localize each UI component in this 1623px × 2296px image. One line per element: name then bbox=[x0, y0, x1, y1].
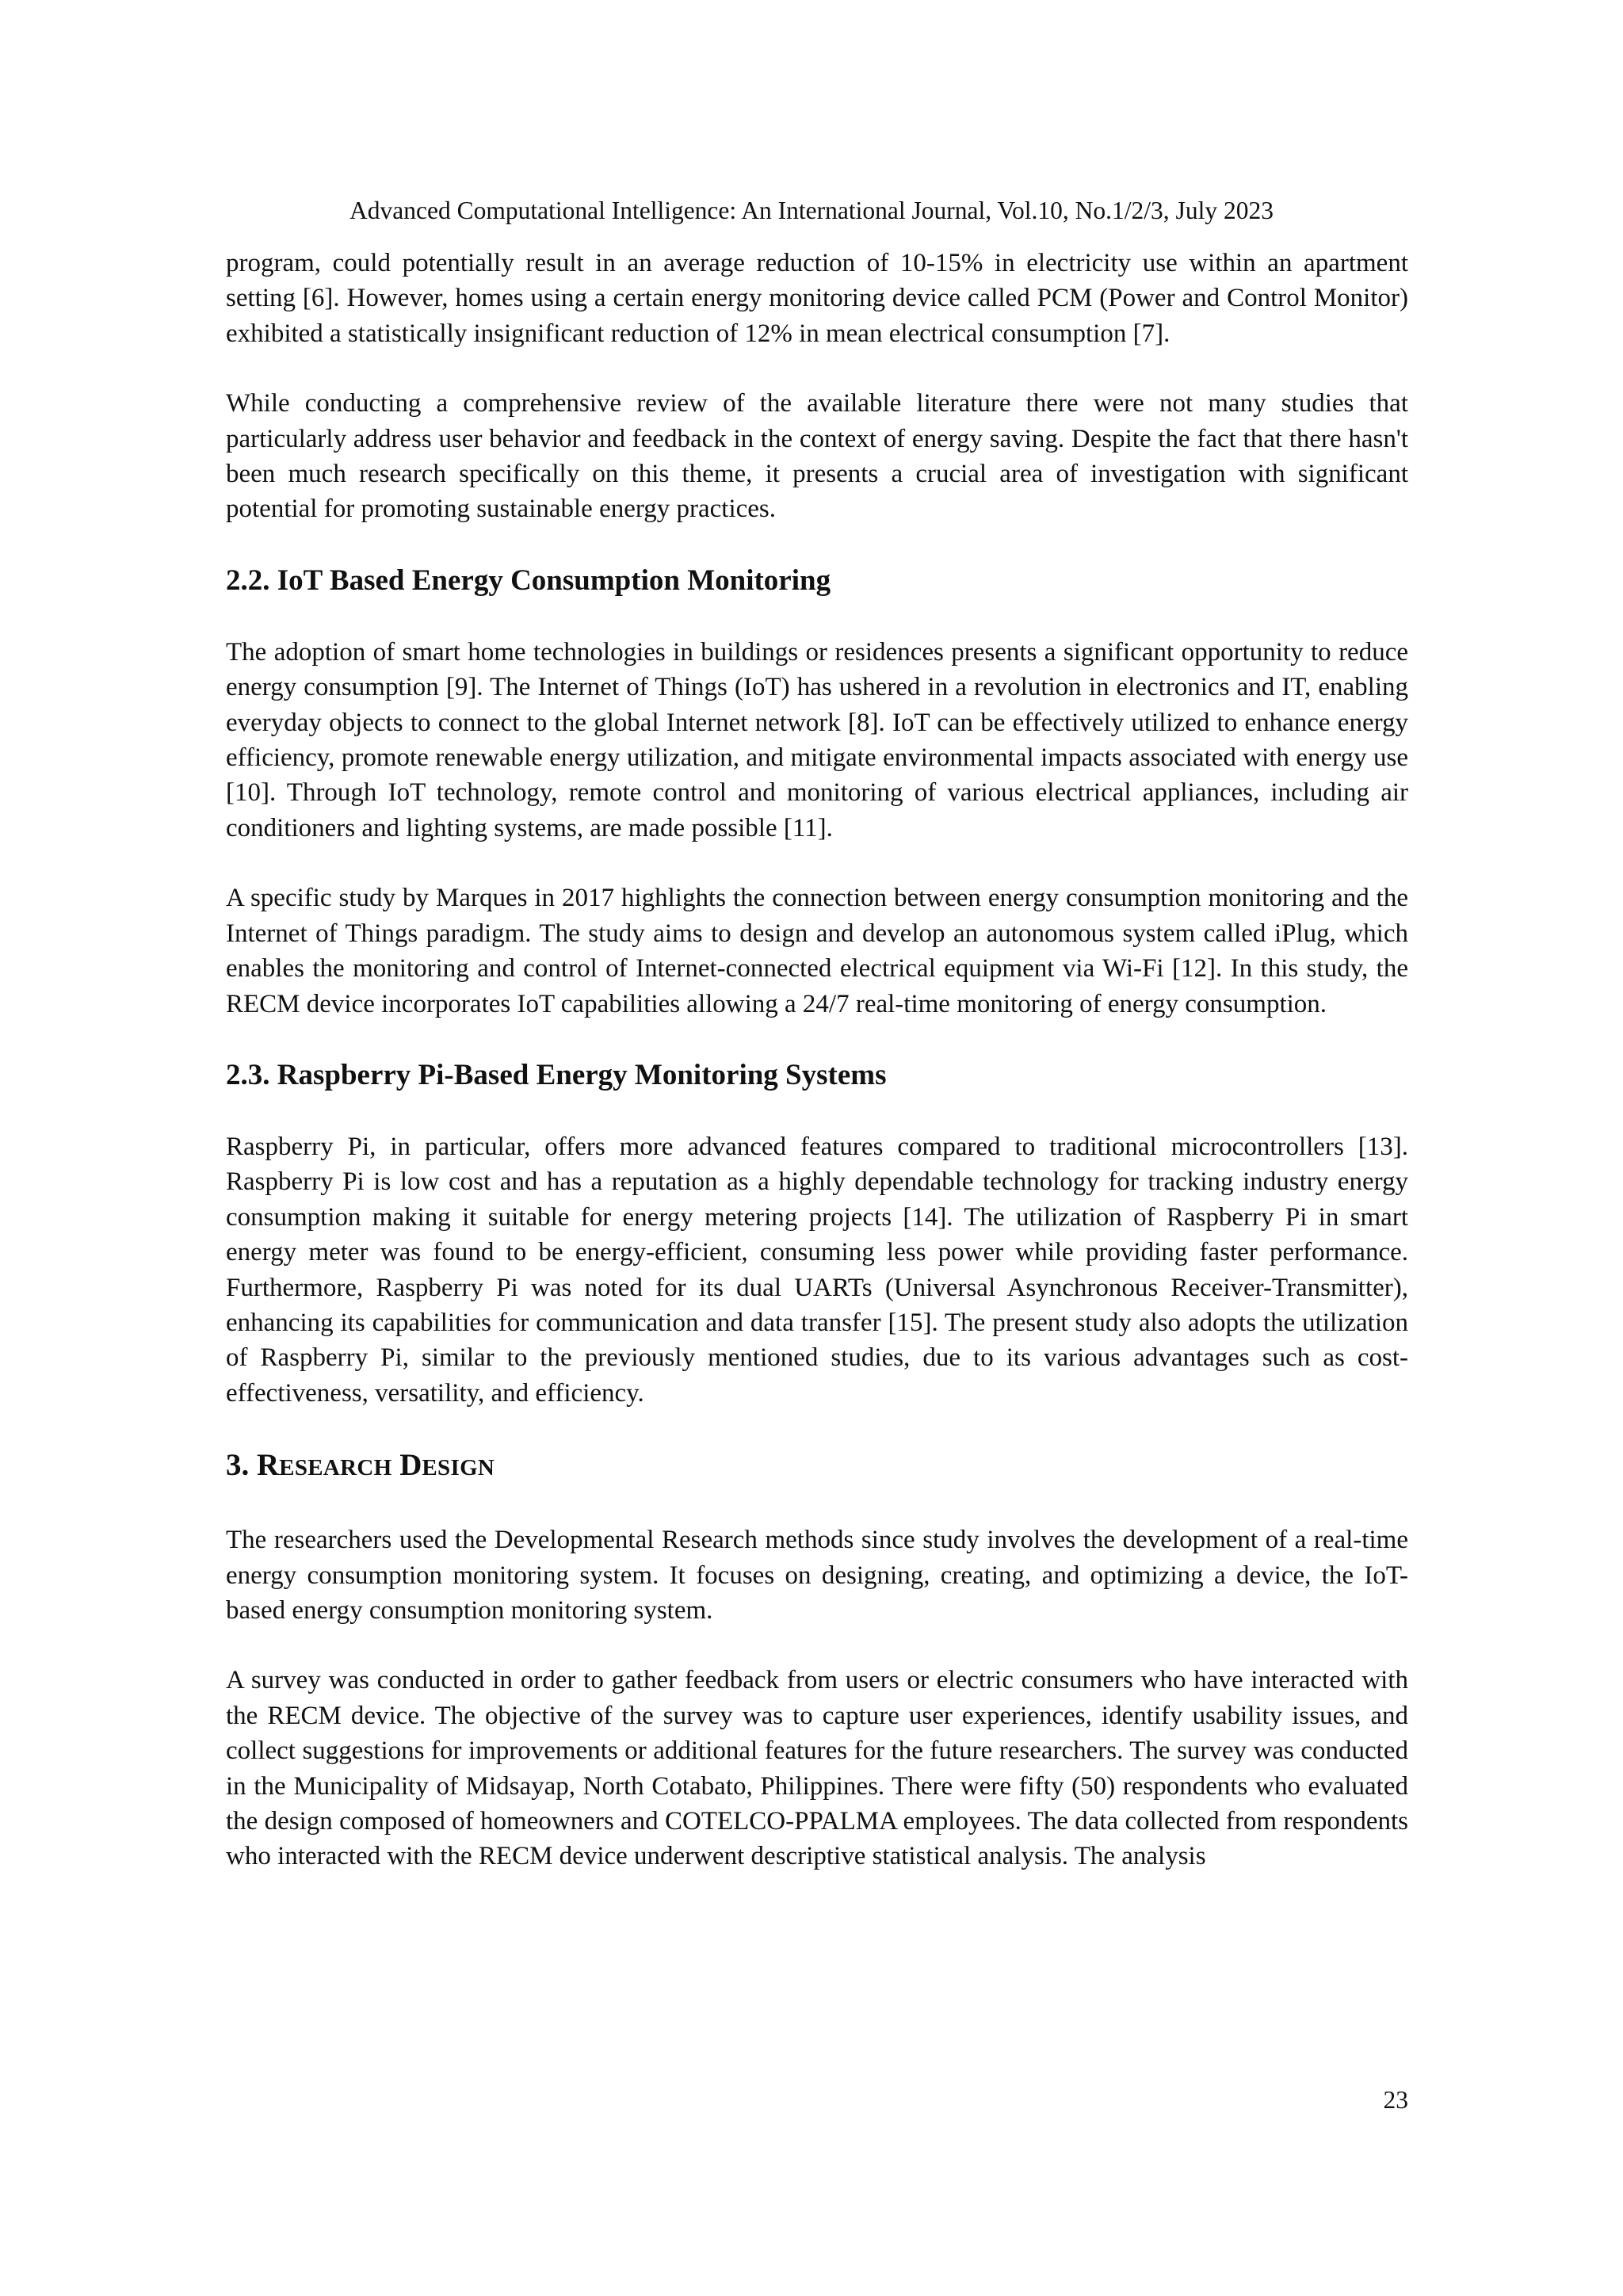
body-paragraph: The researchers used the Developmental Research methods since study involves the development of a real-time energy consumption monitoring system. It focuses on designing, creating, and optimizing a device, the IoT-based energy consumption monitoring system. bbox=[226, 1526, 1408, 1625]
section-heading-3 bbox=[226, 1446, 1408, 1488]
body-paragraph: While conducting a comprehensive review of the available literature there were not many studies that particularly address user behavior and feedback in the context of energy saving. Despite the fact that there hasn't been much research specifically on this theme, it presents a crucial area of investigation with significant potential for promoting sustainable energy practices. bbox=[226, 389, 1408, 524]
heading-word-initial: R bbox=[257, 1448, 280, 1483]
body-paragraph: Raspberry Pi, in particular, offers more advanced features compared to traditional microcontrollers [13]. Raspberry Pi is low cost and has a reputation as a highly dependable technology for tracking industry energy consumption making it suitable for energy metering projects [14]. The utilization of Raspberry Pi in smart energy meter was found to be energy-efficient, consuming less power while providing faster performance. Furthermore, Raspberry Pi was noted for its dual UARTs (Universal Asynchronous Receiver-Transmitter), enhancing its capabilities for communication and data transfer [15]. The present study also adopts the utilization of Raspberry Pi, similar to the previously mentioned studies, due to its various advantages such as cost-effectiveness, versatility, and efficiency. bbox=[226, 1132, 1408, 1408]
subsection-heading-2-3: 2.3. Raspberry Pi-Based Energy Monitoring Systems bbox=[226, 1058, 887, 1091]
body-paragraph: A specific study by Marques in 2017 highlights the connection between energy consumption monitoring and the Internet of Things paradigm. The study aims to design and develop an autonomous system called iPlug, which enables the monitoring and control of Internet-connected electrical equipment via Wi-Fi [12]. In this study, the RECM device incorporates IoT capabilities allowing a 24/7 real-time monitoring of energy consumption. bbox=[226, 884, 1408, 1018]
body-paragraph: program, could potentially result in an average reduction of 10-15% in electricity use within an apartment setting [6]. However, homes using a certain energy monitoring device called PCM (Power and Control Monitor) exhibited a statistically insignificant reduction of 12% in mean electrical consumption [7]. bbox=[226, 249, 1408, 348]
body-paragraph: The adoption of smart home technologies in buildings or residences presents a significant opportunity to reduce energy consumption [9]. The Internet of Things (IoT) has ushered in a revolution in electronics and IT, enabling everyday objects to connect to the global Internet network [8]. IoT can be effectively utilized to enhance energy efficiency, promote renewable energy utilization, and mitigate environmental impacts associated with energy use [10]. Through IoT technology, remote control and monitoring of various electrical appliances, including air conditioners and lighting systems, are made possible [11]. bbox=[226, 637, 1408, 842]
heading-word-rest: ESEARCH bbox=[279, 1455, 392, 1481]
running-header: Advanced Computational Intelligence: An International Journal, Vol.10, No.1/2/3, July 2023 bbox=[349, 197, 1274, 224]
page-body bbox=[226, 246, 1408, 1874]
page-number: 23 bbox=[1383, 2086, 1408, 2114]
subsection-heading-2-2: 2.2. IoT Based Energy Consumption Monitoring bbox=[226, 563, 831, 597]
section-number: 3. bbox=[226, 1448, 250, 1483]
heading-word-initial: D bbox=[399, 1448, 422, 1483]
body-paragraph: A survey was conducted in order to gather feedback from users or electric consumers who have interacted with the RECM device. The objective of the survey was to capture user experiences, identify usability issues, and collect suggestions for improvements or additional features for the future researchers. The survey was conducted in the Municipality of Midsayap, North Cotabato, Philippines. There were fifty (50) respondents who evaluated the design composed of homeowners and COTELCO-PPALMA employees. The data collected from respondents who interacted with the RECM device underwent descriptive statistical analysis. The analysis bbox=[226, 1666, 1408, 1871]
heading-word-rest: ESIGN bbox=[422, 1455, 495, 1481]
